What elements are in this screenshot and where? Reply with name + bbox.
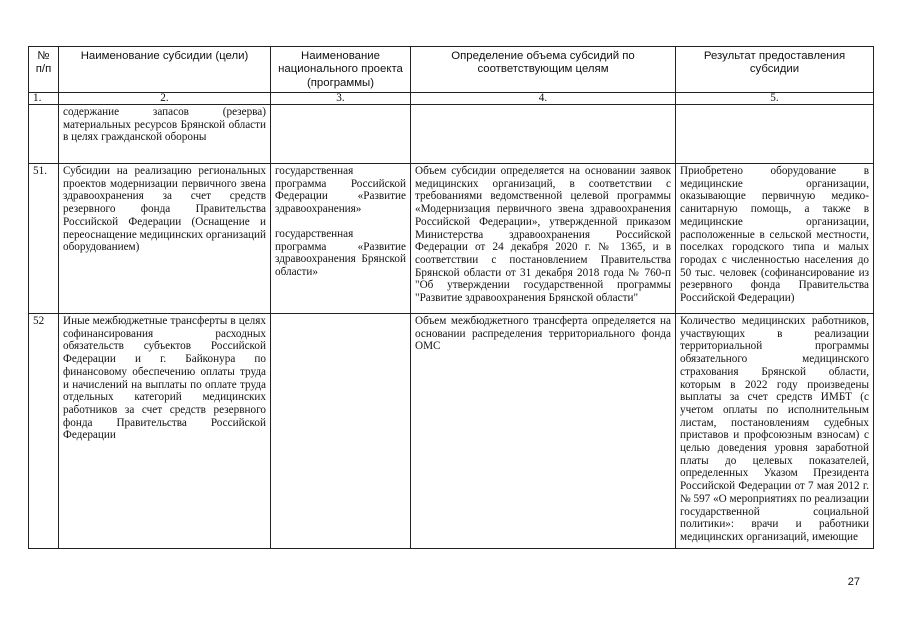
header-subsidy-name: Наименование субсидии (цели) [59, 47, 271, 93]
subsidy-name: Иные межбюджетные трансферты в целях софинансирования расходных обязательств субъектов Российской Федерации и г. Байконура по финансовому обеспечению оплаты труда и начислений на выплаты по оплате труда отдельных категорий медицинских работников за счет средств резервного фонда Правительства Российской Федерации [59, 314, 271, 549]
table-row [29, 105, 874, 164]
table-row [29, 314, 874, 549]
subsidy-result: Количество медицинских работников, участвующих в реализации территориальной программы обязательного медицинского страхования Брянской области, которым в 2022 году произведены выплаты за счет средств ИМБТ (с учетом оплаты по исполнительным листам, постановлениям судебных приставов и профсоюзным взносам) с целью доведения уровня заработной платы до целевых показателей, определенных Указом Президента Российской Федерации от 7 мая 2012 г. № 597 «О мероприятиях по реализации государственной социальной политики»: врачи и работники медицинских организаций, имеющие [676, 314, 874, 549]
volume-definition [411, 105, 676, 164]
subsidy-table [28, 46, 874, 549]
header-result: Результат предоставления субсидии [676, 47, 874, 93]
project-name [271, 314, 411, 549]
spacer [275, 216, 406, 228]
row-number: 52 [29, 314, 59, 549]
volume-definition: Объем межбюджетного трансферта определяется на основании распределения территориального фонда ОМС [411, 314, 676, 549]
row-number: 51. [29, 164, 59, 314]
subsidy-name: содержание запасов (резерва) материальных ресурсов Брянской области в целях гражданской обороны [59, 105, 271, 164]
subsidy-name: Субсидии на реализацию региональных проектов модернизации первичного звена здравоохранения за счет средств резервного фонда Правительства Российской Федерации (Оснащение и переоснащение медицинских организаций оборудованием) [59, 164, 271, 314]
column-number-row [29, 93, 874, 105]
column-number: 4. [411, 93, 676, 105]
subsidy-result: Приобретено оборудование в медицинские организации, оказывающие первичную медико-санитарную помощь, а также в медицинские организации, расположенные в сельской местности, поселках городского типа и малых городах с численностью населения до 50 тыс. человек (софинансирование из резервного фонда Правительства Российской Федерации) [676, 164, 874, 314]
row-number [29, 105, 59, 164]
header-volume-definition: Определение объема субсидий по соответствующим целям [411, 47, 676, 93]
project-name [271, 164, 411, 314]
header-project-name: Наименование национального проекта (программы) [271, 47, 411, 93]
project-federal: государственная программа Российской Федерации «Развитие здравоохранения» [275, 165, 406, 216]
header-number: № п/п [29, 47, 59, 93]
volume-definition: Объем субсидии определяется на основании заявок медицинских организаций, в соответствии с требованиями ведомственной целевой программы «Модернизация первичного звена здравоохранения Российской Федерации», утвержденной приказом Министерства здравоохранения Российской Федерации от 24 декабря 2020 г. № 1365, и в соответствии с постановлением Правительства Брянской области от 31 декабря 2018 года № 760-п "Об утверждении государственной программы "Развитие здравоохранения Брянской области" [411, 164, 676, 314]
column-number: 2. [59, 93, 271, 105]
column-number: 5. [676, 93, 874, 105]
project-regional: государственная программа «Развитие здравоохранения Брянской области» [275, 227, 406, 278]
table-header-row [29, 47, 874, 93]
project-name [271, 105, 411, 164]
column-number: 3. [271, 93, 411, 105]
table-row [29, 164, 874, 314]
page-number: 27 [847, 576, 860, 588]
subsidy-result [676, 105, 874, 164]
column-number: 1. [29, 93, 59, 105]
